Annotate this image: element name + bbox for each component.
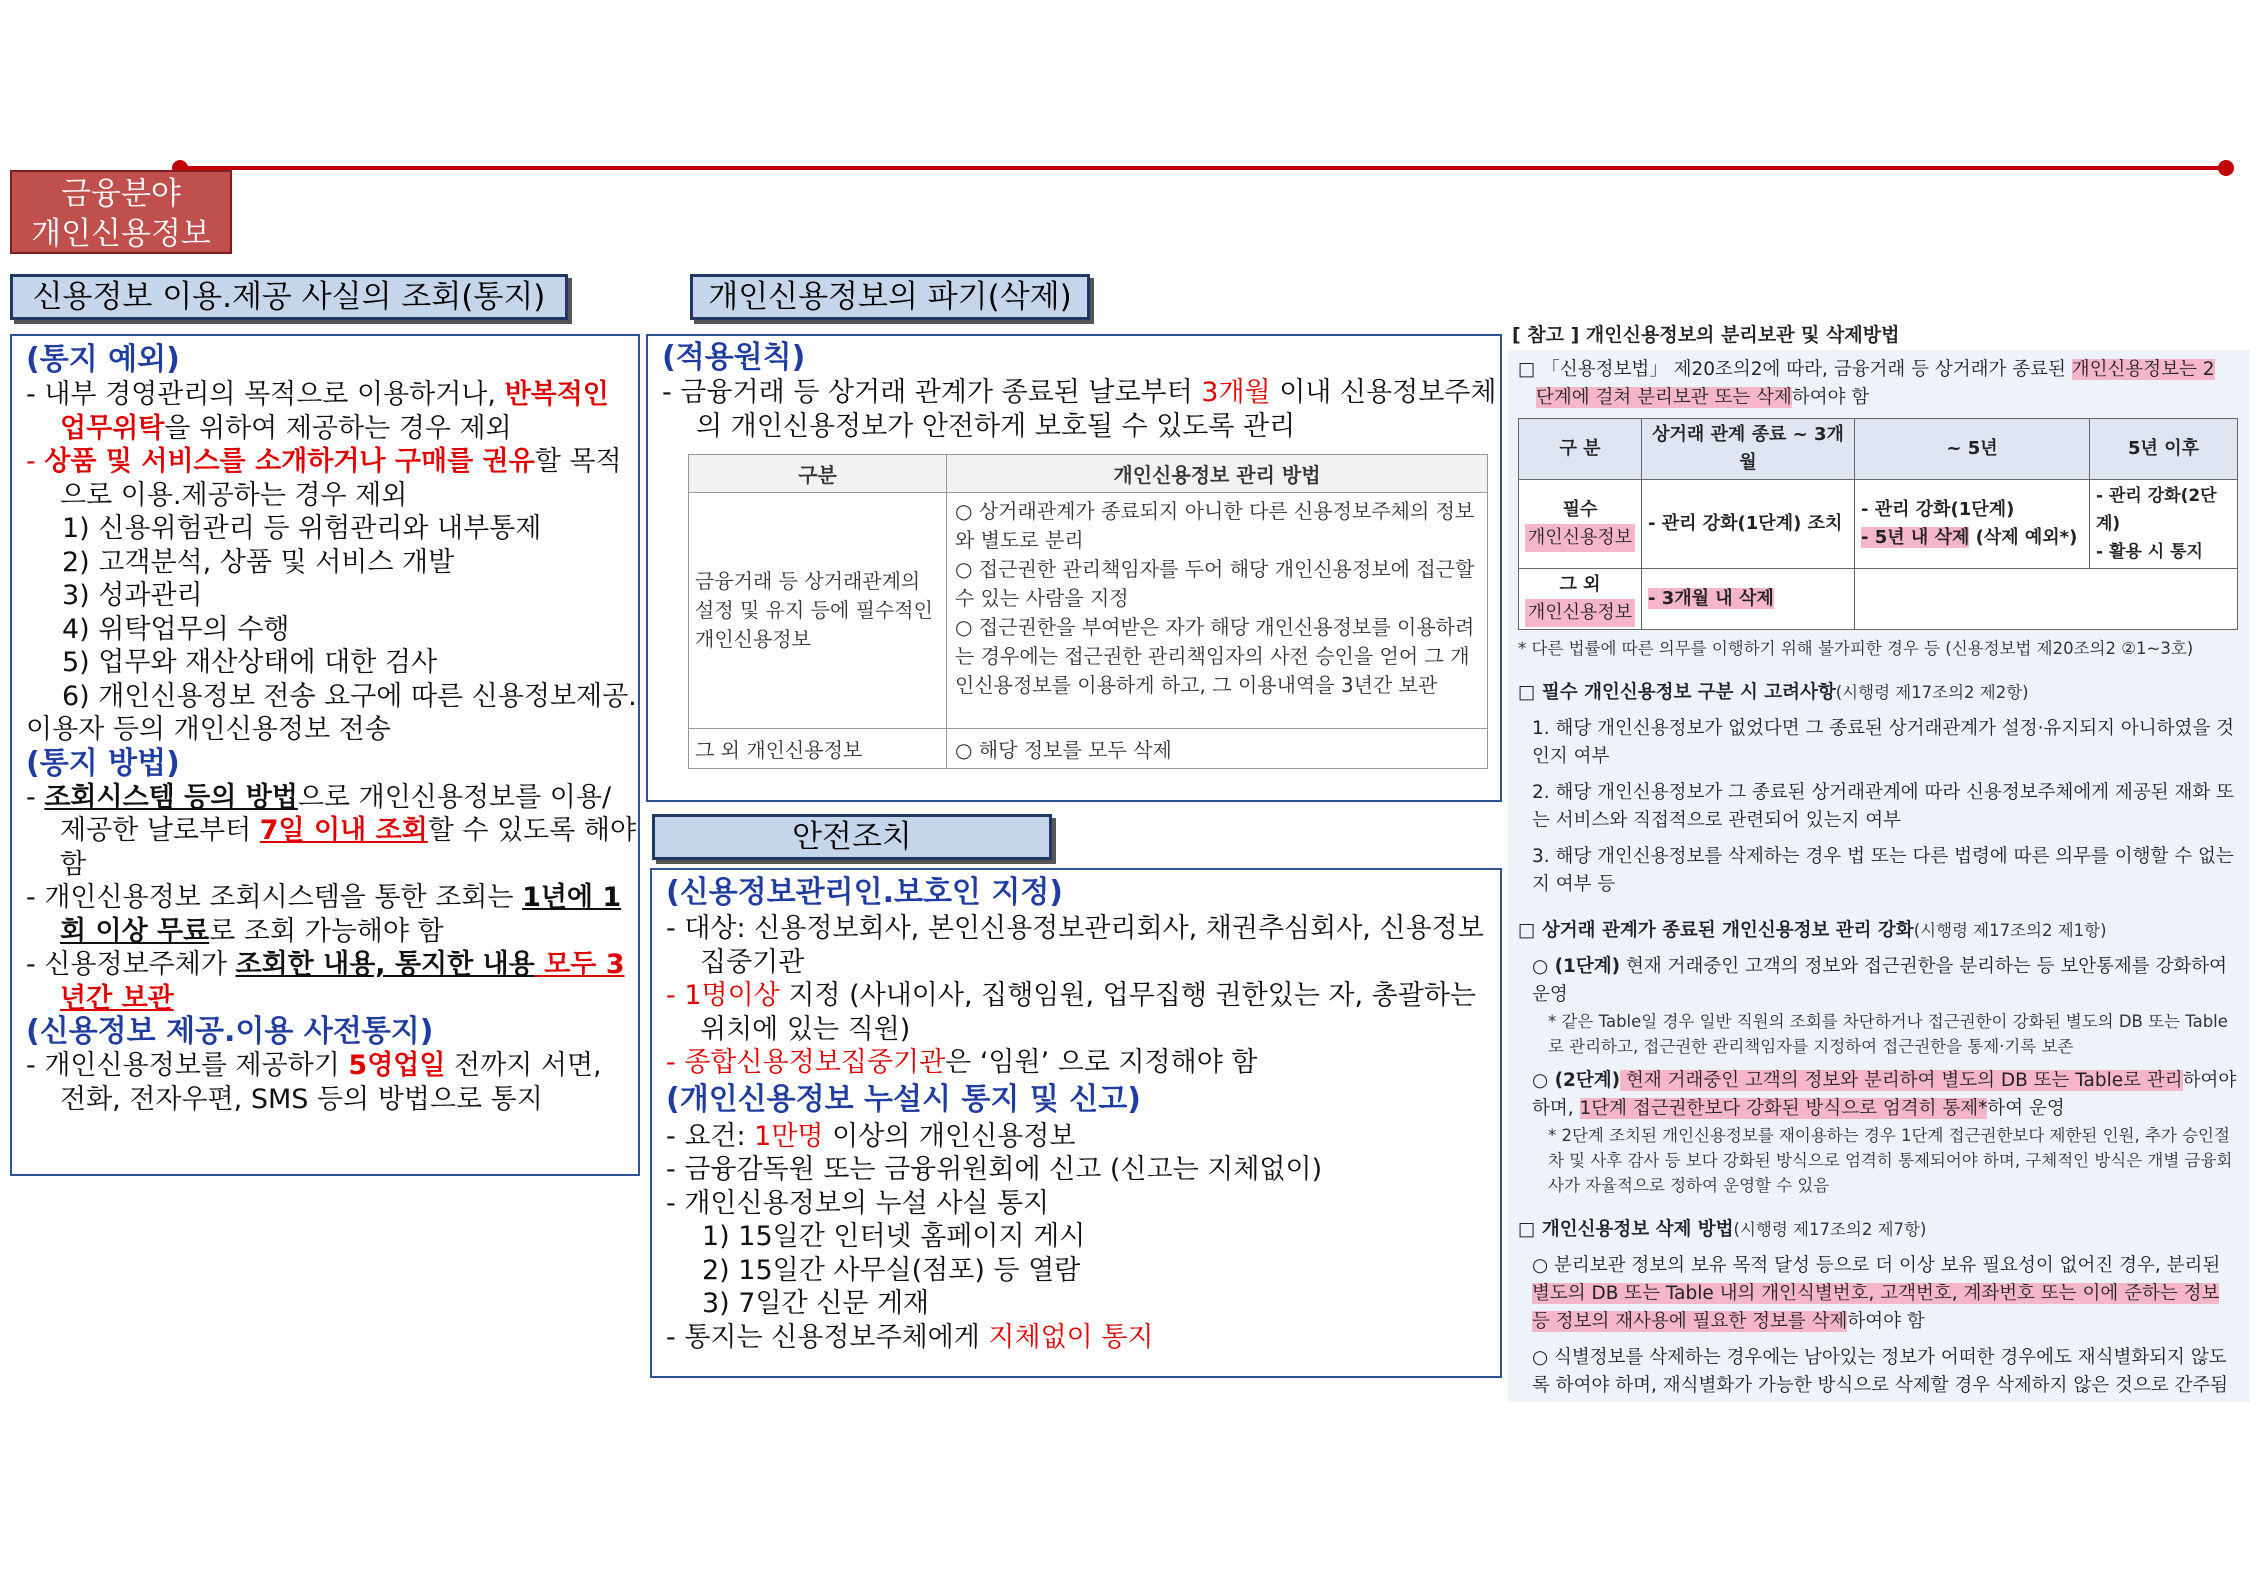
table-cell-line: ○ 상거래관계가 종료되지 아니한 다른 신용정보주체의 정보와 별도로 분리 <box>955 499 1475 552</box>
table-cell-line: ○ 접근권한을 부여받은 자가 해당 개인신용정보를 이용하려는 경우에는 접근권한 관리책임자의 사전 승인을 얻어 그 개인신용정보를 이용하게 하고, 그 이용내역을 3년간 보관 <box>955 615 1475 697</box>
ref-cell: (삭제 예외*) <box>1975 527 2078 548</box>
manager-title: (신용정보관리인.보호인 지정) <box>666 875 1064 910</box>
leak-title: (개인신용정보 누설시 통지 및 신고) <box>666 1081 1141 1117</box>
method-item-2: - 개인신용정보 조회시스템을 통한 조회는 <box>26 882 523 913</box>
ref-section-1-item: 3. 해당 개인신용정보를 삭제하는 경우 법 또는 다른 법령에 따른 의무를 이행할 수 없는지 여부 등 <box>1532 846 2234 895</box>
prior-item-cont: 전까지 서면, <box>445 1050 602 1081</box>
leak-item-3: - 개인신용정보의 누설 사실 통지 <box>666 1187 1050 1219</box>
ref-cell: - 활용 시 통지 <box>2096 542 2203 562</box>
prior-item: - 개인신용정보를 제공하기 <box>26 1050 349 1081</box>
list-item: 6) 개인신용정보 전송 요구에 따른 신용정보제공. <box>62 680 637 712</box>
leak-item-4-highlight: 지체없이 통지 <box>988 1321 1154 1353</box>
manager-item-1: - 대상: 신용정보회사, 본인신용정보관리회사, 채권추심회사, 신용정보 <box>666 913 1484 944</box>
ref-section-3-item-cont: 하여야 함 <box>1847 1311 1925 1332</box>
ref-section-1-item: 2. 해당 개인신용정보가 그 종료된 상거래관계에 따라 신용정보주체에게 제공된 재화 또는 서비스와 직접적으로 관련되어 있는지 여부 <box>1532 782 2234 831</box>
exception-item-2-highlight: 상품 및 서비스를 소개하거나 구매를 권유 <box>44 446 535 477</box>
prior-notice-title: (신용정보 제공.이용 사전통지) <box>26 1014 434 1049</box>
table-header: 개인신용정보 관리 방법 <box>947 455 1488 493</box>
ref-cell-highlight: 개인신용정보 <box>1525 524 1635 552</box>
ref-cell-highlight: 개인신용정보 <box>1525 599 1635 627</box>
manager-item-3-highlight: 종합신용정보집중기관 <box>684 1047 946 1078</box>
list-item: 4) 위탁업무의 수행 <box>62 613 290 645</box>
principle-item-cont-2: 의 개인신용정보가 안전하게 보호될 수 있도록 관리 <box>696 410 1296 442</box>
method-item-2-cont: 로 조회 가능해야 함 <box>209 915 444 947</box>
method-item-3-highlight: 모두 3 <box>534 949 625 980</box>
list-item: 2) 15일간 사무실(점포) 등 열람 <box>702 1254 1081 1286</box>
leak-item-2: - 금융감독원 또는 금융위원회에 신고 (신고는 지체없이) <box>666 1154 1323 1185</box>
exception-item-1: - 내부 경영관리의 목적으로 이용하거나, <box>26 379 505 410</box>
top-rule <box>178 166 2224 170</box>
method-item-1-cont: 제공한 날로부터 <box>60 815 260 846</box>
ref-table <box>1518 418 2238 630</box>
table-cell: ○ 해당 정보를 모두 삭제 <box>947 729 1488 769</box>
ref-section-3-highlight: 별도의 DB 또는 Table 내의 개인식별번호, 고객번호, 계좌번호 또는 이에 준하는 정보 등 정보의 재사용에 필요한 정보를 삭제 <box>1532 1283 2220 1332</box>
panel-destruction <box>646 334 1502 802</box>
ref-cell-highlight: - 5년 내 삭제 <box>1861 527 1970 548</box>
ref-table-header: 상거래 관계 종료 ~ 3개월 <box>1642 419 1855 480</box>
table-cell: 금융거래 등 상거래관계의 설정 및 유지 등에 필수적인 개인신용정보 <box>689 493 947 729</box>
ref-cell-highlight: - 3개월 내 삭제 <box>1648 588 1774 609</box>
ref-table-header: 구 분 <box>1519 419 1642 480</box>
exception-item-2-cont: 으로 이용.제공하는 경우 제외 <box>60 479 408 511</box>
principle-title: (적용원칙) <box>662 340 806 375</box>
section-header-safety: 안전조치 <box>652 814 1052 860</box>
table-cell: 그 외 개인신용정보 <box>689 729 947 769</box>
manager-item-3-dash: - <box>666 1047 685 1078</box>
ref-section-3-item: ○ 분리보관 정보의 보유 목적 달성 등으로 더 이상 보유 필요성이 없어진 경우, 분리된 <box>1532 1255 2221 1276</box>
ref-section-2-stage2: ○ (2단계) <box>1532 1070 1621 1091</box>
method-title: (통지 방법) <box>26 745 180 781</box>
reference-title: [ 참고 ] 개인신용정보의 분리보관 및 삭제방법 <box>1512 324 1900 346</box>
ref-section-1-title: □ 필수 개인신용정보 구분 시 고려사항 <box>1518 682 1836 703</box>
method-item-3-bold: 조회한 내용, 통지한 내용 <box>235 949 535 980</box>
method-item-2-bold: 1년에 1 <box>522 882 622 913</box>
method-item-3: - 신용정보주체가 <box>26 949 236 980</box>
ref-cell: - 관리 강화(2단계) <box>2096 486 2217 534</box>
ref-intro-highlight: 개인신용정보는 2 <box>2071 359 2215 380</box>
ref-table-header: 5년 이후 <box>2090 419 2238 480</box>
ref-table-header: ~ 5년 <box>1855 419 2090 480</box>
ref-section-2-item-cont: 하여 운영 <box>1987 1098 2065 1119</box>
list-item: 3) 7일간 신문 게재 <box>702 1288 930 1319</box>
leak-item-1-cont: 이상의 개인신용정보 <box>823 1120 1076 1152</box>
prior-item-cont-2: 전화, 전자우편, SMS 등의 방법으로 통지 <box>60 1083 543 1115</box>
list-item: 3) 성과관리 <box>62 580 203 611</box>
ref-note: * 다른 법률에 따른 의무를 이행하기 위해 불가피한 경우 등 (신용정보법 제20조의2 ②1~3호) <box>1518 639 2194 658</box>
list-item: 1) 신용위험관리 등 위험관리와 내부통제 <box>62 513 542 544</box>
list-item: 1) 15일간 인터넷 홈페이지 게시 <box>702 1221 1086 1252</box>
ref-section-3-item: ○ 식별정보를 삭제하는 경우에는 남아있는 정보가 어떠한 경우에도 재식별화되지 않도록 하여야 하며, 재식별화가 가능한 방식으로 삭제할 경우 삭제하지 않은 것으로 간주됨 <box>1532 1347 2229 1396</box>
exception-item-1-highlight-2: 업무위탁 <box>60 412 165 444</box>
manager-item-2-dash: - <box>666 980 685 1011</box>
section-header-destruction: 개인신용정보의 파기(삭제) <box>690 274 1090 320</box>
method-item-1-cont-3: 함 <box>60 848 87 880</box>
brand-badge <box>10 170 232 254</box>
ref-intro-highlight-2: 단계에 걸쳐 분리보관 또는 삭제 <box>1536 387 1792 408</box>
principle-highlight: 3개월 <box>1201 377 1271 408</box>
manager-item-3: 은 ‘임원’ 으로 지정해야 함 <box>945 1047 1258 1078</box>
ref-section-2-note-2: * 2단계 조치된 개인신용정보를 재이용하는 경우 1단계 접근권한보다 제한된 인원, 추가 승인절차 및 사후 감사 등 보다 강화된 방식으로 엄격히 통제되어야 하며, 구체적인 방식은 개별 금융회사가 자율적으로 정하여 운영할 수 있음 <box>1548 1126 2233 1195</box>
exception-title: (통지 예외) <box>26 342 180 377</box>
method-item-1-cont-2: 할 수 있도록 해야 <box>427 815 637 846</box>
ref-cell: 필수 <box>1562 499 1598 520</box>
ref-cell-empty <box>1855 569 2238 630</box>
reference-panel <box>1508 350 2250 1402</box>
exception-item-1-cont: 을 위하여 제공하는 경우 제외 <box>164 412 512 444</box>
ref-cell: 그 외 <box>1559 574 1601 595</box>
ref-section-1-item: 1. 해당 개인신용정보가 없었다면 그 종료된 상거래관계가 설정·유지되지 아니하였을 것인지 여부 <box>1532 718 2234 767</box>
exception-item-2: 할 목적 <box>534 446 622 477</box>
ref-section-2-title: □ 상거래 관계가 종료된 개인신용정보 관리 강화 <box>1518 920 1914 941</box>
table-cell-line: ○ 접근권한 관리책임자를 두어 해당 개인신용정보에 접근할 수 있는 사람을 지정 <box>955 557 1475 610</box>
ref-section-2-stage1: ○ (1단계) <box>1532 956 1621 977</box>
rule-dot-right <box>2218 160 2234 176</box>
list-item: 2) 고객분석, 상품 및 서비스 개발 <box>62 546 455 578</box>
method-item-1-highlight: 7일 이내 조회 <box>259 815 428 846</box>
ref-section-2-source: (시행령 제17조의2 제1항) <box>1913 921 2107 940</box>
ref-section-1-source: (시행령 제17조의2 제2항) <box>1835 683 2029 702</box>
ref-cell: - 관리 강화(1단계) 조치 <box>1642 480 1855 569</box>
ref-section-2-item: 현재 거래중인 고객의 정보와 접근권한을 분리하는 등 보안통제를 강화하여 운영 <box>1532 956 2228 1005</box>
ref-section-3-title: □ 개인신용정보 삭제 방법 <box>1518 1219 1734 1240</box>
principle-item-cont: 이내 신용정보주체 <box>1270 377 1497 408</box>
leak-item-4: - 통지는 신용정보주체에게 <box>666 1321 989 1353</box>
ref-intro-cont: 하여야 함 <box>1791 387 1870 408</box>
exception-item-1-highlight: 반복적인 <box>504 379 609 410</box>
manager-item-2: 지정 (사내이사, 집행임원, 업무집행 권한있는 자, 총괄하는 <box>779 980 1477 1011</box>
brand-line1: 금융분야 <box>61 176 181 212</box>
management-table <box>688 454 1488 769</box>
ref-section-2-highlight: 현재 거래중인 고객의 정보와 분리하여 별도의 DB 또는 Table로 관리 <box>1620 1070 2183 1091</box>
ref-section-2-item: 하여야 하며, <box>1532 1070 2237 1119</box>
ref-section-2-highlight-2: 1단계 접근권한보다 강화된 방식으로 엄격히 통제* <box>1579 1098 1988 1119</box>
ref-section-2-note: * 같은 Table일 경우 일반 직원의 조회를 차단하거나 접근권한이 강화된 별도의 DB 또는 Table로 관리하고, 접근권한 관리책임자를 지정하여 접근권한을 통제·기록 보존 <box>1548 1012 2228 1056</box>
principle-item: - 금융거래 등 상거래 관계가 종료된 날로부터 <box>662 377 1202 408</box>
manager-item-2-highlight: 1명이상 <box>684 980 780 1011</box>
leak-item-1-highlight: 1만명 <box>754 1120 824 1152</box>
list-item-cont: 이용자 등의 개인신용정보 전송 <box>26 714 391 745</box>
ref-section-3-source: (시행령 제17조의2 제7항) <box>1733 1220 1927 1239</box>
prior-item-highlight: 5영업일 <box>348 1050 446 1081</box>
ref-cell: - 관리 강화(1단계) <box>1861 499 2015 520</box>
panel-inquiry <box>10 334 640 1176</box>
section-header-inquiry: 신용정보 이용.제공 사실의 조회(통지) <box>10 274 568 320</box>
manager-item-2-cont: 위치에 있는 직원) <box>700 1013 911 1045</box>
leak-item-1: - 요건: <box>666 1120 755 1152</box>
manager-item-1-cont: 집중기관 <box>700 946 805 978</box>
method-item-3-highlight-2: 년간 보관 <box>60 982 174 1014</box>
ref-intro: □ 「신용정보법」 제20조의2에 따라, 금융거래 등 상거래가 종료된 <box>1518 359 2072 380</box>
brand-line2: 개인신용정보 <box>31 216 211 252</box>
method-item-1: 으로 개인신용정보를 이용/ <box>297 781 612 813</box>
panel-safety <box>650 868 1502 1378</box>
method-dash: - <box>26 781 45 813</box>
method-item-2-bold-2: 회 이상 무료 <box>60 915 210 947</box>
list-item: 5) 업무와 재산상태에 대한 검사 <box>62 647 438 678</box>
table-header: 구분 <box>689 455 947 493</box>
method-item-1-bold: 조회시스템 등의 방법 <box>44 781 298 813</box>
exception-item-2-dash: - <box>26 446 45 477</box>
